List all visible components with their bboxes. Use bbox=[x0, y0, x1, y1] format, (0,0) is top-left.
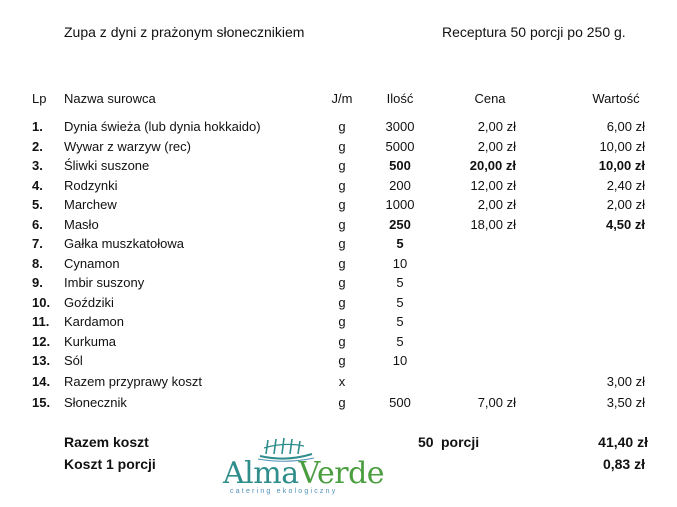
row-qty: 500 bbox=[389, 395, 411, 410]
row-qty: 5 bbox=[396, 314, 404, 329]
row-unit: g bbox=[338, 314, 346, 329]
row-unit: g bbox=[338, 158, 346, 173]
table-row bbox=[0, 353, 677, 372]
row-unit: g bbox=[338, 255, 346, 271]
table-row bbox=[0, 217, 677, 236]
row-unit: g bbox=[338, 236, 346, 251]
table-row bbox=[0, 395, 677, 414]
table-row bbox=[0, 275, 677, 294]
row-unit: g bbox=[338, 197, 346, 212]
row-unit: g bbox=[338, 275, 346, 290]
table-row bbox=[0, 119, 677, 138]
row-value: 3,50 zł bbox=[606, 395, 645, 410]
table-row bbox=[0, 178, 677, 197]
row-name: Słonecznik bbox=[64, 395, 127, 410]
row-name: Dynia świeża (lub dynia hokkaido) bbox=[64, 119, 261, 134]
table-row bbox=[0, 158, 677, 177]
col-header-qty: Ilość bbox=[386, 91, 414, 106]
row-unit: g bbox=[338, 138, 346, 154]
row-qty: 200 bbox=[389, 177, 411, 193]
recipe-title: Zupa z dyni z prażonym słonecznikiem bbox=[64, 24, 305, 40]
row-unit: g bbox=[338, 333, 346, 349]
table-row bbox=[0, 314, 677, 333]
row-name: Wywar z warzyw (rec) bbox=[64, 138, 191, 154]
table-row bbox=[0, 295, 677, 314]
portions-count: 50 bbox=[418, 434, 434, 450]
row-lp: 7. bbox=[32, 236, 43, 251]
row-price: 2,00 zł bbox=[477, 119, 516, 134]
row-price: 18,00 zł bbox=[470, 216, 516, 232]
row-lp: 13. bbox=[32, 353, 51, 368]
row-name: Masło bbox=[64, 216, 99, 232]
row-qty: 5000 bbox=[385, 138, 415, 154]
col-header-lp: Lp bbox=[32, 91, 47, 106]
row-price: 12,00 zł bbox=[470, 177, 516, 193]
table-row bbox=[0, 197, 677, 216]
row-unit: g bbox=[338, 177, 346, 193]
row-qty: 5 bbox=[396, 294, 404, 310]
total-cost-label: Razem koszt bbox=[64, 434, 149, 450]
row-name: Razem przyprawy koszt bbox=[64, 374, 202, 389]
table-row bbox=[0, 374, 677, 393]
row-lp: 10. bbox=[32, 294, 51, 310]
col-header-unit: J/m bbox=[331, 91, 353, 106]
row-value: 2,00 zł bbox=[606, 197, 645, 212]
row-value: 10,00 zł bbox=[598, 158, 645, 173]
table-row bbox=[0, 334, 677, 353]
row-unit: g bbox=[338, 216, 346, 232]
row-price: 2,00 zł bbox=[477, 138, 516, 154]
row-lp: 2. bbox=[32, 138, 43, 154]
row-lp: 12. bbox=[32, 333, 51, 349]
row-unit: g bbox=[338, 353, 346, 368]
logo-tagline: catering ekologiczny bbox=[230, 488, 338, 495]
row-name: Kurkuma bbox=[64, 333, 117, 349]
row-qty: 10 bbox=[392, 353, 408, 368]
row-value: 10,00 zł bbox=[599, 138, 645, 154]
row-unit: x bbox=[338, 374, 346, 389]
cost-per-portion-label: Koszt 1 porcji bbox=[64, 456, 156, 472]
row-name: Gałka muszkatołowa bbox=[64, 236, 184, 251]
row-price: 20,00 zł bbox=[469, 158, 516, 173]
table-row bbox=[0, 256, 677, 275]
col-header-name: Nazwa surowca bbox=[64, 91, 156, 106]
row-name: Rodzynki bbox=[64, 177, 118, 193]
row-value: 6,00 zł bbox=[606, 119, 645, 134]
row-qty: 3000 bbox=[385, 119, 415, 134]
table-row bbox=[0, 236, 677, 255]
row-lp: 4. bbox=[32, 177, 43, 193]
row-qty: 250 bbox=[389, 216, 411, 232]
row-name: Goździki bbox=[64, 294, 114, 310]
row-name: Kardamon bbox=[64, 314, 124, 329]
recipe-yield: Receptura 50 porcji po 250 g. bbox=[442, 24, 626, 40]
total-cost-value: 41,40 zł bbox=[598, 434, 648, 450]
row-qty: 5 bbox=[396, 333, 404, 349]
table-row bbox=[0, 139, 677, 158]
row-lp: 1. bbox=[32, 119, 43, 134]
col-header-value: Wartość bbox=[592, 91, 640, 106]
row-unit: g bbox=[338, 294, 346, 310]
row-value: 4,50 zł bbox=[605, 216, 645, 232]
row-lp: 6. bbox=[32, 216, 43, 232]
row-name: Imbir suszony bbox=[64, 275, 145, 290]
row-qty: 10 bbox=[392, 255, 408, 271]
row-price: 7,00 zł bbox=[477, 395, 516, 410]
logo-wordmark: AlmaVerde bbox=[223, 456, 385, 491]
row-lp: 8. bbox=[32, 255, 43, 271]
row-price: 2,00 zł bbox=[477, 197, 516, 212]
cost-per-portion-value: 0,83 zł bbox=[602, 456, 645, 472]
almaverde-logo bbox=[220, 436, 385, 500]
row-lp: 14. bbox=[32, 374, 51, 389]
portions-label: porcji bbox=[441, 434, 480, 450]
row-name: Marchew bbox=[64, 197, 117, 212]
row-qty: 500 bbox=[389, 158, 411, 173]
row-lp: 15. bbox=[32, 395, 51, 410]
row-name: Cynamon bbox=[64, 255, 120, 271]
row-lp: 3. bbox=[32, 158, 43, 173]
row-value: 2,40 zł bbox=[606, 177, 645, 193]
row-name: Sól bbox=[64, 353, 83, 368]
row-qty: 5 bbox=[396, 236, 404, 251]
row-value: 3,00 zł bbox=[606, 374, 645, 389]
row-lp: 5. bbox=[32, 197, 43, 212]
row-lp: 9. bbox=[32, 275, 43, 290]
row-qty: 1000 bbox=[385, 197, 415, 212]
row-unit: g bbox=[338, 119, 346, 134]
row-qty: 5 bbox=[396, 275, 404, 290]
row-name: Śliwki suszone bbox=[64, 158, 150, 173]
col-header-price: Cena bbox=[474, 91, 506, 106]
row-unit: g bbox=[338, 395, 346, 410]
row-lp: 11. bbox=[32, 314, 50, 329]
